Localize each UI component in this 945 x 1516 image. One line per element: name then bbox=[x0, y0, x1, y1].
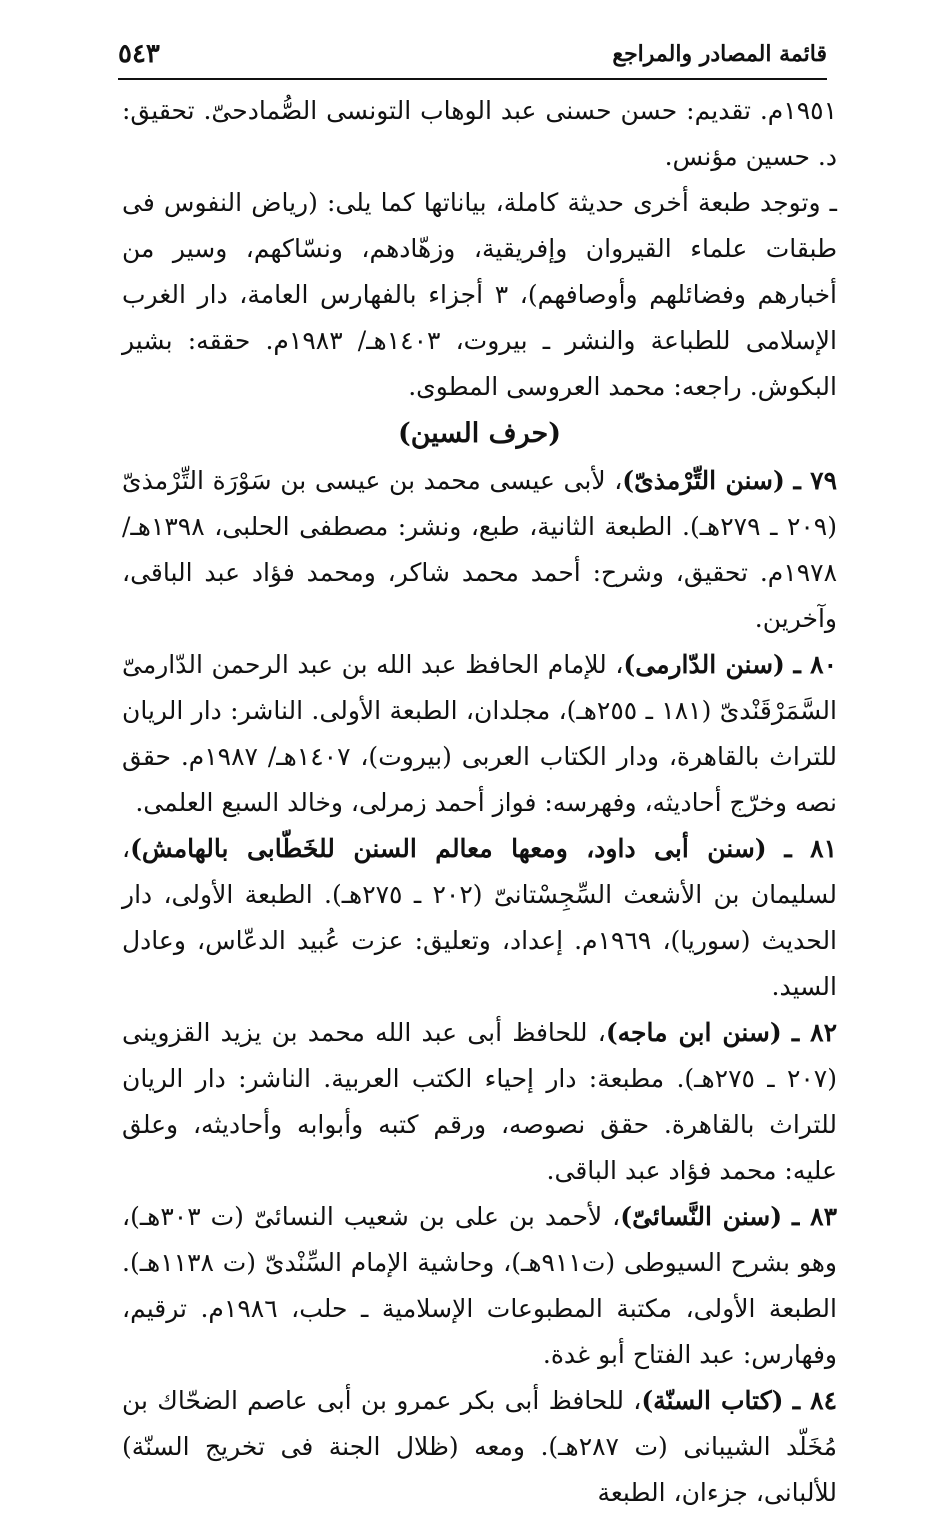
entry-number: ٨١ ـ bbox=[784, 834, 837, 863]
entry-number: ٨٢ ـ bbox=[791, 1018, 838, 1047]
entry-title: (كتاب السنّة) bbox=[641, 1386, 784, 1415]
entry-title: (سنن ابن ماجه) bbox=[605, 1018, 782, 1047]
reference-entry-79 bbox=[122, 458, 837, 642]
entry-title: (سنن النَّسائىّ) bbox=[620, 1202, 783, 1231]
entry-number: ٧٩ ـ bbox=[793, 466, 837, 495]
entry-title: (سنن التِّرْمذىّ) bbox=[622, 466, 785, 495]
section-heading: (حرف السين) bbox=[397, 418, 562, 449]
entry-title: (سنن الدّارمى) bbox=[623, 650, 785, 679]
entry-title: (سنن أبى داود، ومعها معالم السنن للخَطّابى بالهامش) bbox=[130, 834, 767, 863]
entry-number: ٨٤ ـ bbox=[792, 1386, 837, 1415]
entry-text: ، لأبى عيسى محمد بن عيسى بن سَوْرَة التِّرْمذىّ (٢٠٩ ـ ٢٧٩هـ). الطبعة الثانية، طبع، ونشر: مصطفى الحلبى، ١٣٩٨هـ/ ١٩٧٨م. تحقيق، وشرح: أحمد محمد شاكر، ومحمد فؤاد عبد الباقى، وآخرين. bbox=[122, 466, 838, 633]
entry-text: ، للحافظ أبى عبد الله محمد بن يزيد القزوينى (٢٠٧ ـ ٢٧٥هـ). مطبعة: دار إحياء الكتب العربية. الناشر: دار الريان للتراث بالقاهرة. حقق نصوصه، ورقم كتبه وأبوابه وأحاديثه، وعلق عليه: محمد فؤاد عبد الباقى. bbox=[122, 1018, 837, 1185]
entry-text: ، لسليمان بن الأشعث السِّجِسْتانىّ (٢٠٢ ـ ٢٧٥هـ). الطبعة الأولى، دار الحديث (سوريا)، ١٩٦٩م. إعداد، وتعليق: عزت عُبيد الدعّاس، وعادل السيد. bbox=[122, 834, 838, 1001]
intro-note: ـ وتوجد طبعة أخرى حديثة كاملة، بياناتها كما يلى: (رياض النفوس فى طبقات علماء القيروان وإفريقية، وزهّادهم، ونسّاكهم، وسير من أخبارهم وفضائلهم وأوصافهم)، ٣ أجزاء بالفهارس العامة، دار الغرب الإسلامى للطباعة والنشر ـ بيروت، ١٤٠٣هـ/ ١٩٨٣م. حققه: بشير البكوش. راجعه: محمد العروسى المطوى. bbox=[122, 188, 837, 401]
reference-entry-83 bbox=[122, 1194, 837, 1378]
entry-text: ، لأحمد بن على بن شعيب النسائىّ (ت ٣٠٣هـ)، وهو بشرح السيوطى (ت٩١١هـ)، وحاشية الإمام السِّنْدىّ (ت ١١٣٨هـ). الطبعة الأولى، مكتبة المطبوعات الإسلامية ـ حلب، ١٩٨٦م. ترقيم، وفهارس: عبد الفتاح أبو غدة. bbox=[122, 1202, 837, 1369]
reference-entry-82 bbox=[122, 1010, 837, 1194]
reference-entry-81 bbox=[122, 826, 837, 1010]
running-title: قائمة المصادر والمراجع bbox=[612, 41, 827, 67]
entry-number: ٨٠ ـ bbox=[793, 650, 837, 679]
reference-entry-84 bbox=[122, 1378, 837, 1516]
page-header bbox=[118, 30, 827, 80]
page-number: ٥٤٣ bbox=[118, 39, 160, 69]
entry-text: ، للحافظ أبى بكر عمرو بن أبى عاصم الضحّاك بن مُخَلّد الشيبانى (ت ٢٨٧هـ). ومعه (ظلال الجنة فى تخريج السنّة) للألبانى، جزءان، الطبعة bbox=[122, 1386, 837, 1507]
entry-text: ، للإمام الحافظ عبد الله بن عبد الرحمن الدّارمىّ السَّمَرْقَنْدىّ (١٨١ ـ ٢٥٥هـ)، مجلدان، الطبعة الأولى. الناشر: دار الريان للتراث بالقاهرة، ودار الكتاب العربى (بيروت)، ١٤٠٧هـ/ ١٩٨٧م. حقق نصه وخرّج أحاديثه، وفهرسه: فواز أحمد زمرلى، وخالد السبع العلمى. bbox=[122, 650, 837, 817]
reference-entry-80 bbox=[122, 642, 837, 826]
page-body bbox=[122, 88, 837, 1516]
intro-continuation: ١٩٥١م. تقديم: حسن حسنى عبد الوهاب التونسى الصُّمادحىّ. تحقيق: د. حسين مؤنس. bbox=[122, 96, 837, 171]
entry-number: ٨٣ ـ bbox=[792, 1202, 837, 1231]
